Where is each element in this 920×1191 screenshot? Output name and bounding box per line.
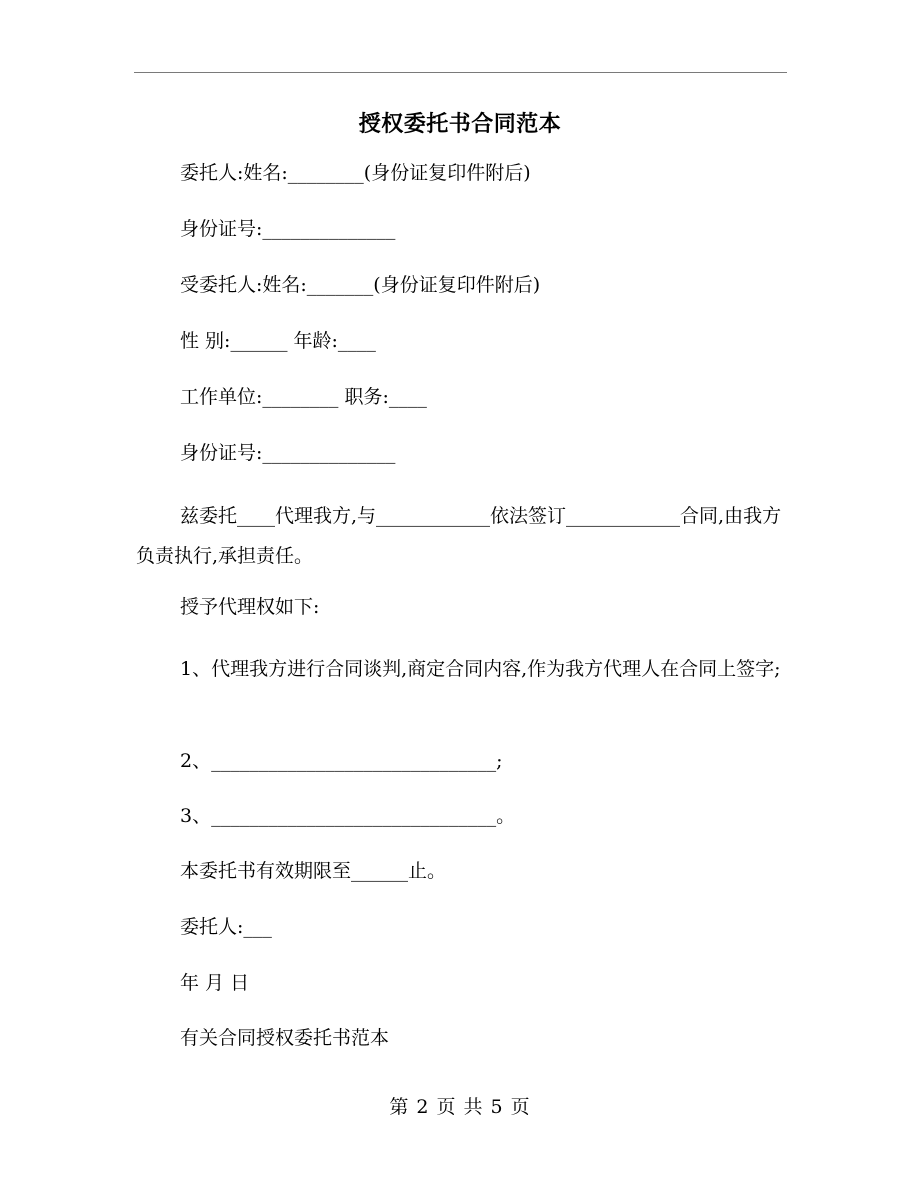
power-item-2: 2、______________________________; [180, 750, 503, 772]
agent-name-line: 受委托人:姓名:_______(身份证复印件附后) [180, 274, 541, 296]
workplace-position-line: 工作单位:________ 职务:____ [180, 386, 427, 408]
power-item-3: 3、______________________________。 [180, 805, 516, 827]
power-item-1-text: 1、代理我方进行合同谈判,商定合同内容,作为我方代理人在合同上签字; [180, 658, 781, 680]
agent-id-line: 身份证号:______________ [180, 442, 396, 464]
validity-line: 本委托书有效期限至______止。 [180, 860, 447, 882]
principal-id-line: 身份证号:______________ [180, 218, 396, 240]
page-number: 第 2 页 共 5 页 [389, 1096, 531, 1118]
entrustment-text: 兹委托____代理我方,与____________依法签订____________合同,由我方负责执行,承担责任。 [136, 505, 782, 567]
entrustment-paragraph [136, 496, 796, 576]
date-line: 年 月 日 [180, 972, 250, 994]
gender-age-line: 性 别:______ 年龄:____ [180, 330, 376, 352]
header-rule [134, 72, 787, 73]
principal-name-line: 委托人:姓名:________(身份证复印件附后) [180, 162, 531, 184]
power-item-1 [136, 649, 796, 689]
principal-signature-line: 委托人:___ [180, 916, 272, 938]
document-title: 授权委托书合同范本 [358, 111, 562, 137]
next-section-title: 有关合同授权委托书范本 [180, 1027, 390, 1049]
powers-heading: 授予代理权如下: [180, 596, 320, 618]
